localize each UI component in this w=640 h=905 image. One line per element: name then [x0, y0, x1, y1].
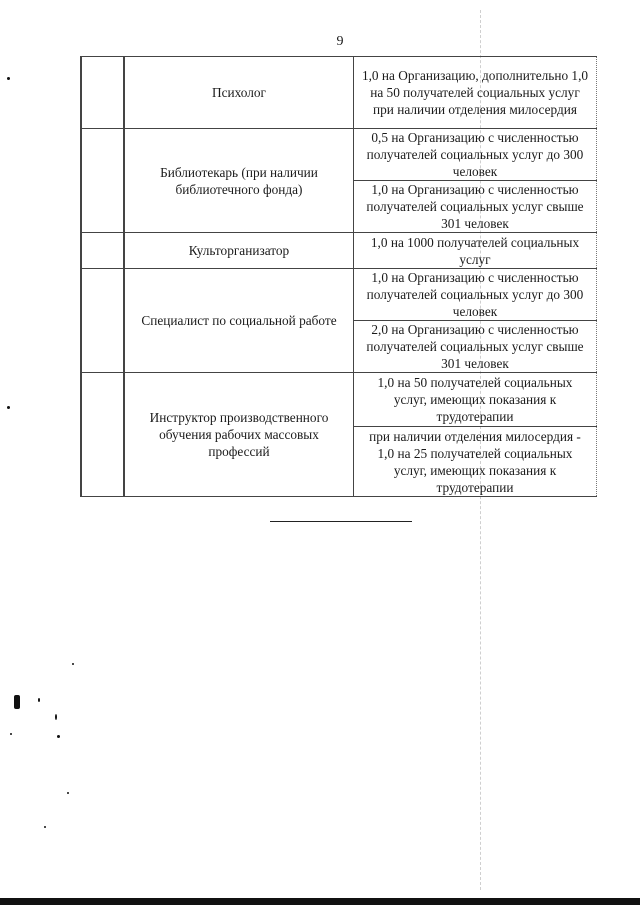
norm-cell: 1,0 на 1000 получателей социальных услуг — [354, 233, 597, 269]
scan-speck — [38, 698, 40, 702]
scan-speck — [67, 792, 69, 794]
role-cell: Библиотекарь (при наличии библиотечного фонда) — [124, 129, 354, 233]
scan-speck — [10, 733, 12, 735]
staff-norms-table — [80, 56, 597, 497]
scan-speck — [44, 826, 46, 828]
role-cell: Специалист по социальной работе — [124, 269, 354, 373]
role-cell: Культорганизатор — [124, 233, 354, 269]
norm-cell: 2,0 на Организацию с численностью получателей социальных услуг свыше 301 человек — [354, 321, 597, 373]
number-cell — [81, 373, 124, 497]
scan-speck — [57, 735, 60, 738]
norm-cell: при наличии отделения милосердия - 1,0 на 25 получателей социальных услуг, имеющих показания к трудотерапии — [354, 427, 597, 497]
table-row — [81, 129, 597, 181]
number-cell — [81, 269, 124, 373]
scan-speck — [7, 77, 10, 80]
table-row — [81, 57, 597, 129]
scan-speck — [7, 406, 10, 409]
norm-cell: 0,5 на Организацию с численностью получателей социальных услуг до 300 человек — [354, 129, 597, 181]
table-row — [81, 373, 597, 427]
table-row — [81, 233, 597, 269]
norm-cell: 1,0 на Организацию, дополнительно 1,0 на 50 получателей социальных услуг при наличии отделения милосердия — [354, 57, 597, 129]
end-rule-line — [270, 521, 412, 522]
role-cell: Психолог — [124, 57, 354, 129]
norm-cell: 1,0 на Организацию с численностью получателей социальных услуг до 300 человек — [354, 269, 597, 321]
norm-cell: 1,0 на Организацию с численностью получателей социальных услуг свыше 301 человек — [354, 181, 597, 233]
scan-bottom-edge — [0, 898, 640, 905]
table-row — [81, 269, 597, 321]
scan-speck — [55, 714, 57, 720]
scan-speck — [14, 695, 20, 709]
page-number: 9 — [336, 34, 344, 49]
role-cell: Инструктор производственного обучения рабочих массовых профессий — [124, 373, 354, 497]
number-cell — [81, 129, 124, 233]
scan-speck — [72, 663, 74, 665]
number-cell — [81, 57, 124, 129]
number-cell — [81, 233, 124, 269]
norm-cell: 1,0 на 50 получателей социальных услуг, имеющих показания к трудотерапии — [354, 373, 597, 427]
